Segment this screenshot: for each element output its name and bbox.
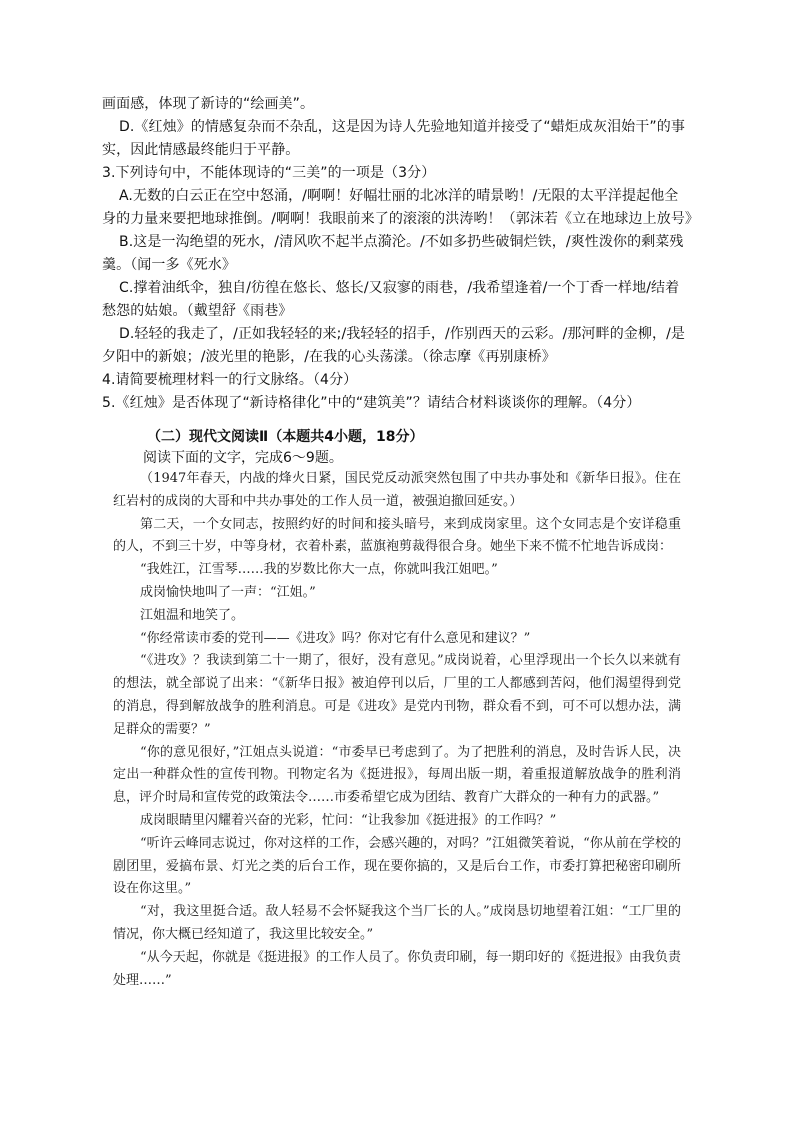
passage-paragraph: “从今天起，你就是《挺进报》的工作人员了。你负责印刷，每一期印好的《挺进报》由我负责处理……” xyxy=(113,949,681,988)
option-c-continuation: 画面感，体现了新诗的“绘画美”。 xyxy=(102,96,315,112)
passage-paragraph: 成岗眼睛里闪耀着兴奋的光彩，忙问：“让我参加《挺进报》的工作吗？” xyxy=(140,812,557,828)
reading-passage xyxy=(113,468,681,992)
passage-paragraph: “你的意见很好，”江姐点头说道：“市委早已考虑到了。为了把胜利的消息，及时告诉人民，决定出一种群众性的宣传刊物。刊物定名为《挺进报》，每周出版一期，着重报道解放战争的胜利消息，评介时局和宣传党的政策法令……市委希望它成为团结、教育广大群众的一种有力的武器。” xyxy=(113,744,681,806)
option-d: D.《红烛》的情感复杂而不杂乱，这是因为诗人先验地知道并接受了“蜡炬成灰泪始干”的事实，因此情感最终能归于平静。 xyxy=(102,119,685,158)
passage-paragraph: 第二天，一个女同志，按照约好的时间和接头暗号，来到成岗家里。这个女同志是个安详稳重的人，不到三十岁，中等身材，衣着朴素，蓝旗袍剪裁得很合身。她坐下来不慌不忙地告诉成岗： xyxy=(113,516,681,555)
passage-paragraph: “你经常读市委的党刊——《进攻》吗？你对它有什么意见和建议？” xyxy=(140,630,531,646)
question-3-option-b: B.这是一沟绝望的死水，/清风吹不起半点漪沦。/不如多扔些破铜烂铁，/爽性泼你的剩菜残羹。（闻一多《死水》 xyxy=(102,234,684,273)
passage-paragraph: “对，我这里挺合适。敌人轻易不会怀疑我这个当厂长的人。”成岗恳切地望着江姐：“工厂里的情况，你大概已经知道了，我这里比较安全。” xyxy=(113,904,681,942)
passage-paragraph: 成岗愉快地叫了一声：“江姐。” xyxy=(140,584,316,600)
question-3-option-c: C.撑着油纸伞，独自/彷徨在悠长、悠长/又寂寥的雨巷，/我希望逢着/一个丁香一样地/结着愁怨的姑娘。（戴望舒《雨巷》 xyxy=(102,280,680,319)
question-5: 5.《红烛》是否体现了“新诗格律化”中的“建筑美”？请结合材料谈谈你的理解。（4分） xyxy=(102,395,641,411)
passage-paragraph: “我姓江，江雪琴……我的岁数比你大一点，你就叫我江姐吧。” xyxy=(140,562,498,578)
question-4: 4.请简要梳理材料一的行文脉络。（4分） xyxy=(102,372,358,388)
questions-section xyxy=(102,93,700,415)
passage-paragraph: “《进攻》？我读到第二十一期了，很好，没有意见。”成岗说着，心里浮现出一个长久以来就有的想法，就全部说了出来：“《新华日报》被迫停刊以后，厂里的工人都感到苦闷，他们渴望得到党的消息，得到解放战争的胜利消息。可是《进攻》是党内刊物，群众看不到，可不可以想办法，满足群众的需要？” xyxy=(113,653,681,737)
section-heading: （二）现代文阅读Ⅱ（本题共4小题，18分） xyxy=(147,429,424,445)
passage-paragraph: “听许云峰同志说过，你对这样的工作，会感兴趣的，对吗？”江姐微笑着说，“你从前在学校的剧团里，爱搞布景、灯光之类的后台工作，现在要你搞的，又是后台工作，市委打算把秘密印刷所设在你这里。” xyxy=(113,835,681,897)
passage-paragraph: 江姐温和地笑了。 xyxy=(140,607,245,623)
question-3-option-a: A.无数的白云正在空中怒涌，/啊啊！好幅壮丽的北冰洋的晴景哟！/无限的太平洋提起他全身的力量来要把地球推倒。/啊啊！我眼前来了的滚滚的洪涛哟！（郭沫若《立在地球边上放号》 xyxy=(102,188,700,227)
reading-instruction: 阅读下面的文字，完成6～9题。 xyxy=(143,450,343,466)
question-3-option-d: D.轻轻的我走了，/正如我轻轻的来;/我轻轻的招手，/作别西天的云彩。/那河畔的金柳，/是夕阳中的新娘；/波光里的艳影，/在我的心头荡漾。（徐志摩《再别康桥》 xyxy=(102,326,686,365)
passage-paragraph: （1947年春天，内战的烽火日紧，国民党反动派突然包围了中共办事处和《新华日报》。住在红岩村的成岗的大哥和中共办事处的工作人员一道，被强迫撤回延安。） xyxy=(113,471,681,509)
question-3: 3.下列诗句中，不能体现诗的“三美”的一项是（3分） xyxy=(102,165,436,181)
